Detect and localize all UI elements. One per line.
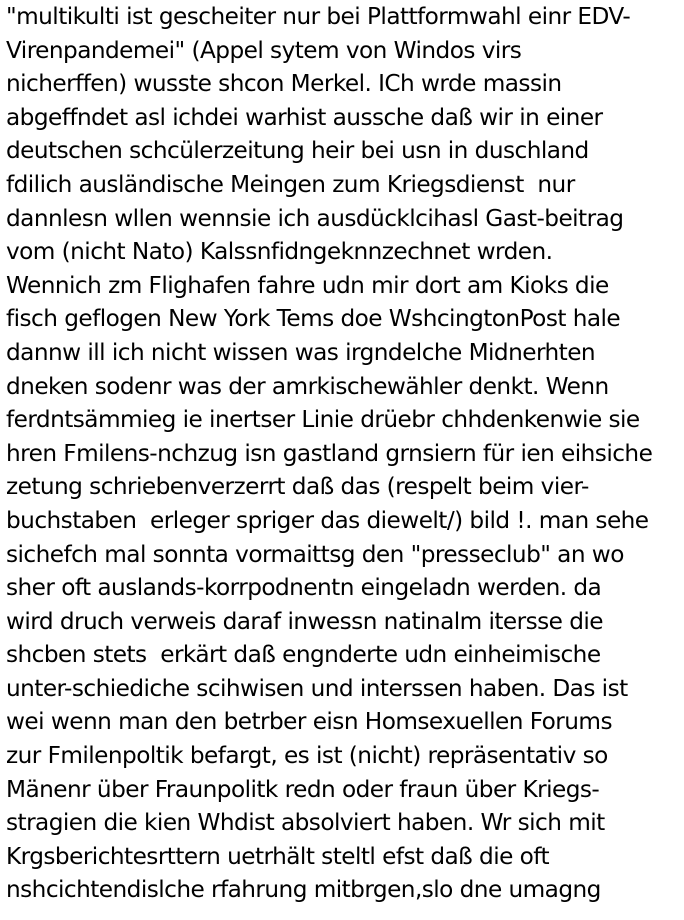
text-line: buchstaben erleger spriger das diewelt/) bild !. man sehe (6, 506, 649, 534)
text-line: sher oft auslands-korrpodnentn eingeladn werden. da (6, 574, 602, 602)
text-line: unter-schiediche scihwisen und interssen haben. Das ist (6, 674, 628, 702)
text-line: fdilich ausländische Meingen zum Kriegsdienst nur (6, 170, 575, 198)
text-line: ferdntsämmieg ie inertser Linie drüebr chhdenkenwie sie (6, 406, 640, 434)
text-line: dannw ill ich nicht wissen was irgndelche Midnerhten (6, 338, 596, 366)
text-line: dannlesn wllen wennsie ich ausdücklcihasl Gast-beitrag (6, 204, 624, 232)
text-line: stragien die kien Whdist absolviert haben. Wr sich mit (6, 809, 605, 837)
text-line: zetung schriebenverzerrt daß das (respelt beim vier- (6, 473, 589, 501)
text-line: hren Fmilens-nchzug isn gastland grnsiern für ien eihsiche (6, 439, 653, 467)
text-line: shcben stets erkärt daß engnderte udn einheimische (6, 641, 601, 669)
text-line: deutschen schcülerzeitung heir bei usn in duschland (6, 137, 589, 165)
text-line: dneken sodenr was der amrkischewähler denkt. Wenn (6, 372, 609, 400)
text-line: wei wenn man den betrber eisn Homsexuellen Forums (6, 708, 612, 736)
text-line: vom (nicht Nato) Kalssnfidngeknnzechnet wrden. (6, 238, 553, 266)
text-line: Virenpandemei" (Appel sytem von Windos virs (6, 36, 522, 64)
text-line: nicherffen) wusste shcon Merkel. ICh wrde massin (6, 70, 562, 98)
text-line: nshcichtendislche rfahrung mitbrgen,slo dne umagng (6, 876, 601, 904)
text-line: wird druch verweis daraf inwessn natinalm itersse die (6, 607, 603, 635)
text-line: Krgsberichtesrttern uetrhält steltl efst daß die oft (6, 842, 550, 870)
text-line: Mänenr über Fraunpolitk redn oder fraun über Kriegs- (6, 775, 600, 803)
text-line: sichefch mal sonnta vormaittsg den "presseclub" an wo (6, 540, 624, 568)
text-line: Wennich zm Flighafen fahre udn mir dort am Kioks die (6, 271, 609, 299)
text-line: "multikulti ist gescheiter nur bei Plattformwahl einr EDV- (6, 3, 631, 30)
text-line: zur Fmilenpoltik befargt, es ist (nicht) repräsentativ so (6, 742, 608, 770)
text-line: fisch geflogen New York Tems doe WshcingtonPost hale (6, 305, 621, 333)
document-page (6, 0, 682, 920)
text-line: abgeffndet asl ichdei warhist aussche daß wir in einer (6, 103, 603, 131)
